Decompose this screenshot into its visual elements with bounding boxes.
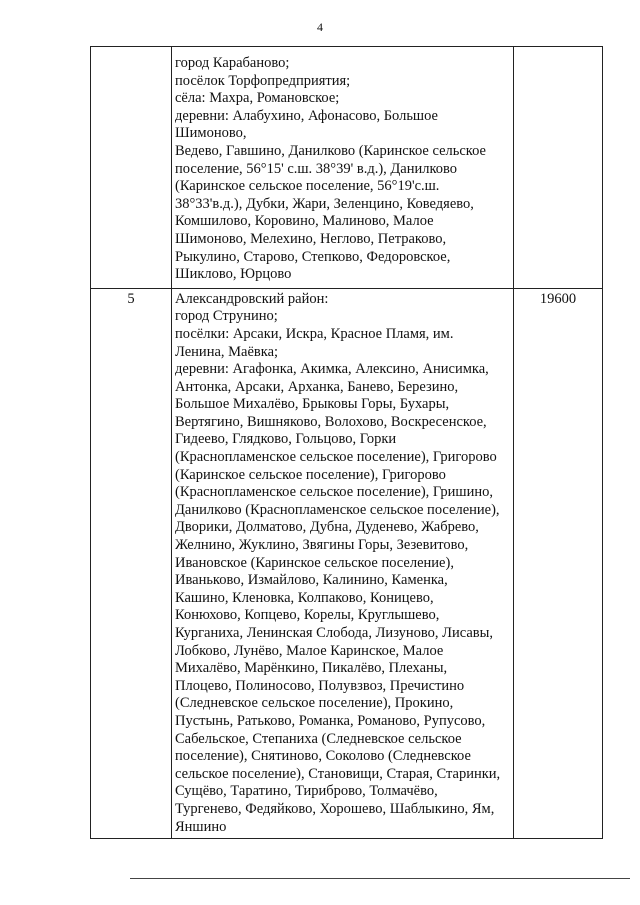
text-line: Антонка, Арсаки, Арханка, Банево, Березино, (175, 378, 459, 395)
text-line: Шимоново, (175, 125, 247, 142)
text-line: Вертягино, Вишняково, Волохово, Воскресенское, (175, 413, 487, 430)
text-line: Ленина, Маёвка; (175, 343, 279, 360)
settlements-table (90, 46, 603, 839)
text-line: Плоцево, Полиносово, Полувзвоз, Пречистино (175, 677, 465, 694)
text-line: Ивановское (Каринское сельское поселение), (175, 554, 454, 571)
text-line: Сущёво, Таратино, Тириброво, Толмачёво, (175, 783, 438, 800)
text-line: Кашино, Кленовка, Колпаково, Коницево, (175, 589, 434, 606)
page-number: 4 (317, 20, 323, 34)
text-line: Большое Михалёво, Брыковы Горы, Бухары, (175, 396, 450, 413)
text-line: Шиклово, Юрцово (175, 266, 292, 283)
text-line: Иваньково, Измайлово, Калинино, Каменка, (175, 572, 448, 589)
text-line: Пустынь, Ратьково, Романка, Романово, Рупусово, (175, 712, 486, 729)
text-line: Курганиха, Ленинская Слобода, Лизуново, Лисавы, (175, 625, 493, 641)
text-line: Желнино, Жуклино, Звягины Горы, Зезевитово, (175, 537, 469, 554)
row-value: 19600 (514, 288, 603, 838)
table-row (91, 288, 603, 838)
row-value (514, 47, 603, 289)
settlements-list (172, 47, 514, 289)
text-line: сёла: Махра, Романовское; (175, 90, 340, 107)
text-line: поселение), Снятиново, Соколово (Следневское (175, 748, 471, 765)
text-line: деревни: Агафонка, Акимка, Алексино, Анисимка, (175, 361, 489, 378)
text-line: (Краснопламенское сельское поселение), Гришино, (175, 484, 493, 501)
text-line: Данилково (Краснопламенское сельское поселение), (175, 501, 500, 518)
text-line: Александровский район: (175, 290, 329, 307)
settlements-list (172, 288, 514, 838)
text-line: Дворики, Долматово, Дубна, Дуденево, Жабрево, (175, 519, 479, 536)
text-line: поселение, 56°15' с.ш. 38°39' в.д.), Данилково (175, 160, 458, 177)
text-line: деревни: Алабухино, Афонасово, Большое (175, 107, 438, 124)
table-row (91, 47, 603, 289)
text-line: посёлок Торфопредприятия; (175, 72, 351, 89)
footer-rule (130, 878, 630, 879)
text-line: Конюхово, Копцево, Корелы, Круглышево, (175, 607, 440, 624)
text-line: (Краснопламенское сельское поселение), Григорово (175, 449, 497, 466)
text-line: Рыкулино, Старово, Степково, Федоровское, (175, 248, 451, 265)
text-line: Лобково, Лунёво, Малое Каринское, Малое (175, 642, 444, 659)
text-line: Комшилово, Коровино, Малиново, Малое (175, 213, 434, 230)
text-line: Тургенево, Федяйково, Хорошево, Шаблыкино, Ям, (175, 800, 495, 817)
text-line: сельское поселение), Становищи, Старая, Старинки, (175, 765, 501, 782)
text-line: Ведево, Гавшино, Данилково (Каринское сельское (175, 142, 486, 159)
text-line: 38°33'в.д.), Дубки, Жари, Зеленцино, Коведяево, (175, 195, 474, 212)
text-line: Гидеево, Глядково, Гольцово, Горки (175, 431, 397, 448)
text-line: город Струнино; (175, 308, 278, 325)
text-line: Яншино (175, 818, 227, 835)
row-number (91, 47, 172, 289)
row-number: 5 (91, 288, 172, 838)
text-line: город Карабаново; (175, 55, 290, 71)
text-line: Шимоново, Мелехино, Неглово, Петраково, (175, 230, 447, 247)
text-line: (Каринское сельское поселение), Григорово (175, 466, 446, 483)
text-line: (Следневское сельское поселение), Прокино, (175, 695, 454, 712)
text-line: Сабельское, Степаниха (Следневское сельское (175, 730, 462, 747)
text-line: (Каринское сельское поселение, 56°19'с.ш. (175, 178, 440, 195)
text-line: Михалёво, Марёнкино, Пикалёво, Плеханы, (175, 660, 448, 677)
text-line: посёлки: Арсаки, Искра, Красное Пламя, им. (175, 325, 454, 342)
